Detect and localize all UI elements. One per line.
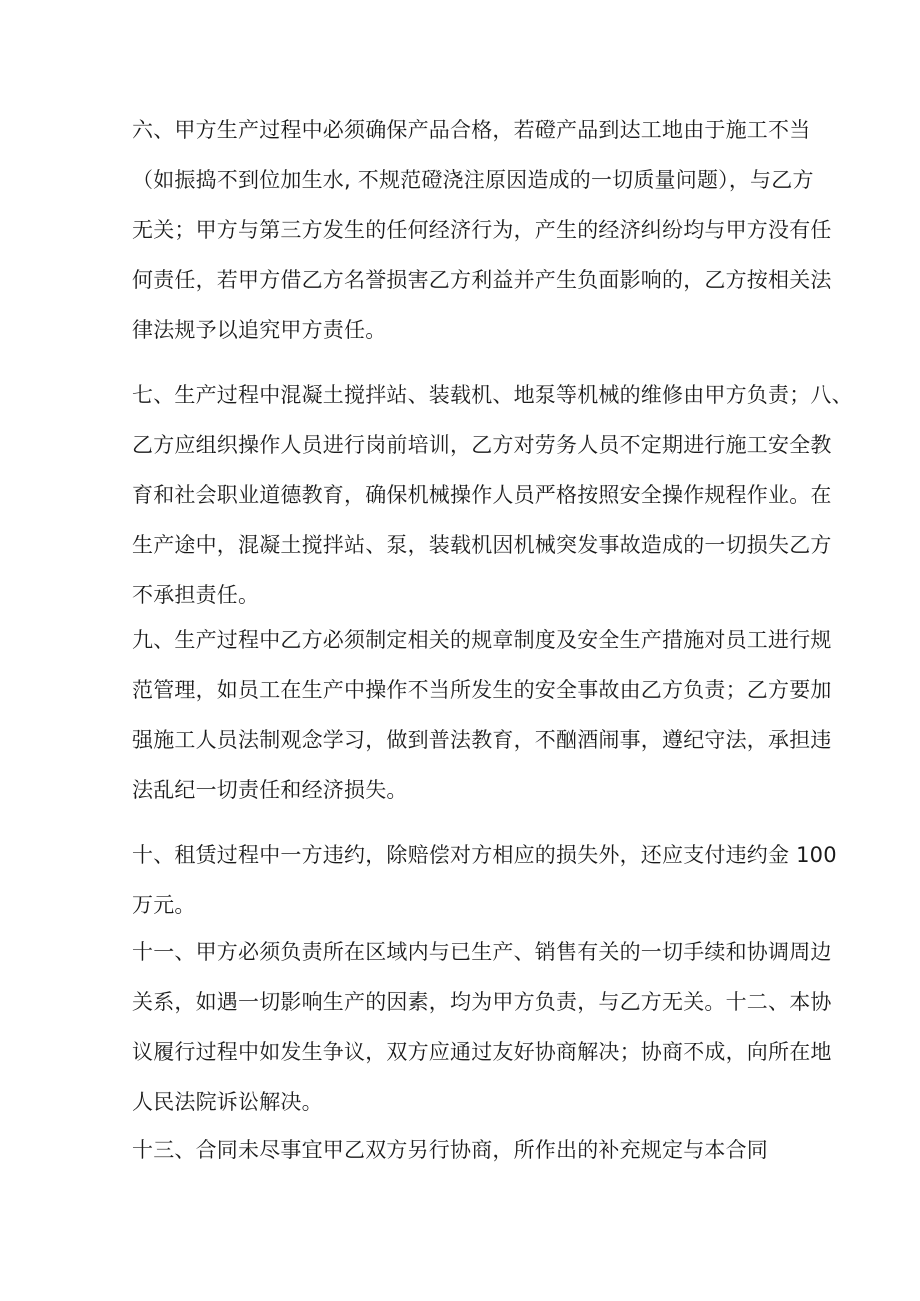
paragraph-6-line-4: 何责任，若甲方借乙方名誉损害乙方利益并产生负面影响的，乙方按相关法 xyxy=(132,268,832,292)
paragraph-9-line-3: 强施工人员法制观念学习，做到普法教育，不酗酒闹事，遵纪守法，承担违 xyxy=(132,728,832,752)
paragraph-11-line-3: 议履行过程中如发生争议，双方应通过友好协商解决；协商不成，向所在地 xyxy=(132,1040,832,1064)
paragraph-7-line-1: 七、生产过程中混凝土搅拌站、装载机、地泵等机械的维修由甲方负责；八、 xyxy=(132,383,853,407)
paragraph-6-line-3: 无关；甲方与第三方发生的任何经济行为，产生的经济纠纷均与甲方没有任 xyxy=(132,218,832,242)
paragraph-11-line-1: 十一、甲方必须负责所在区域内与已生产、销售有关的一切手续和协调周边 xyxy=(132,940,832,964)
paragraph-9-line-4: 法乱纪一切责任和经济损失。 xyxy=(132,778,408,802)
paragraph-11-line-2: 关系，如遇一切影响生产的因素，均为甲方负责，与乙方无关。十二、本协 xyxy=(132,990,832,1014)
paragraph-6-line-5: 律法规予以追究甲方责任。 xyxy=(132,318,387,342)
paragraph-13-line-1: 十三、合同未尽事宜甲乙双方另行协商，所作出的补充规定与本合同 xyxy=(132,1138,768,1162)
paragraph-7-line-4: 生产途中，混凝土搅拌站、泵，装载机因机械突发事故造成的一切损失乙方 xyxy=(132,533,832,557)
paragraph-9-line-2: 范管理，如员工在生产中操作不当所发生的安全事故由乙方负责；乙方要加 xyxy=(132,678,832,702)
paragraph-11-line-4: 人民法院诉讼解决。 xyxy=(132,1090,323,1114)
paragraph-7-line-3: 育和社会职业道德教育，确保机械操作人员严格按照安全操作规程作业。在 xyxy=(132,483,832,507)
paragraph-10-line-1: 十、租赁过程中一方违约，除赔偿对方相应的损失外，还应支付违约金 100 xyxy=(132,843,837,867)
paragraph-7-line-5: 不承担责任。 xyxy=(132,583,260,607)
paragraph-10-line-2: 万元。 xyxy=(132,893,196,917)
paragraph-6-line-2: （如振捣不到位加生水, 不规范磴浇注原因造成的一切质量问题），与乙方 xyxy=(132,168,814,192)
paragraph-9-line-1: 九、生产过程中乙方必须制定相关的规章制度及安全生产措施对员工进行规 xyxy=(132,628,832,652)
paragraph-6-line-1: 六、甲方生产过程中必须确保产品合格，若磴产品到达工地由于施工不当 xyxy=(132,118,811,142)
paragraph-7-line-2: 乙方应组织操作人员进行岗前培训，乙方对劳务人员不定期进行施工安全教 xyxy=(132,433,832,457)
